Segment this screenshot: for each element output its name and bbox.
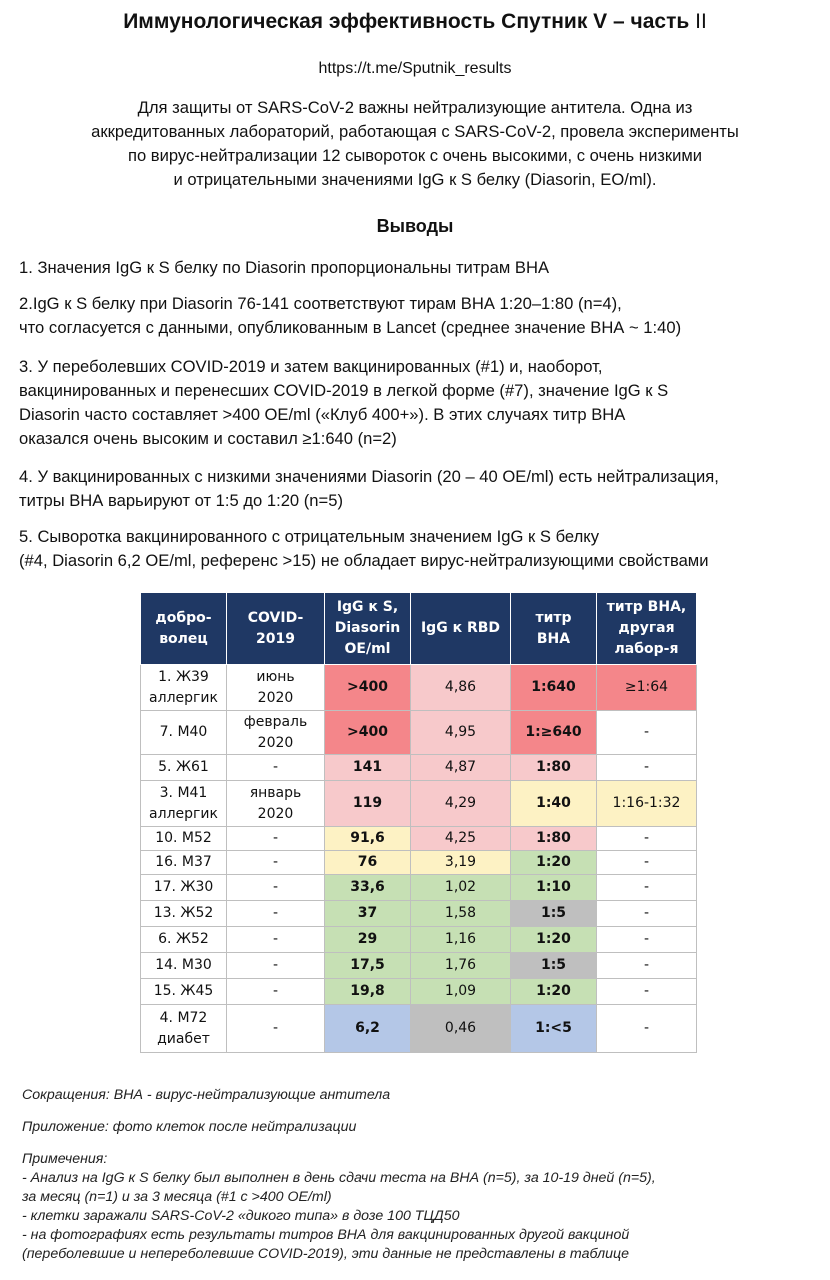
covid-cell-line: июнь (256, 668, 295, 685)
igg-rbd-cell: 4,86 (411, 665, 511, 711)
conclusion-line: титры ВНА варьируют от 1:5 до 1:20 (n=5) (19, 491, 343, 510)
covid-cell (227, 901, 325, 927)
igg-s-cell: 141 (325, 755, 411, 781)
conclusion-line: Diasorin часто составляет >400 OE/ml («Клуб 400+»). В этих случаях титр ВНА (19, 405, 626, 424)
table-row (141, 755, 697, 781)
conclusion-1 (19, 256, 819, 280)
conclusion-3 (19, 355, 819, 451)
covid-cell (227, 875, 325, 901)
volunteer-cell-line: 14. М30 (155, 957, 212, 973)
covid-cell-line: 2020 (257, 805, 294, 822)
header-line: 2019 (256, 630, 295, 647)
igg-rbd-cell: 1,76 (411, 953, 511, 979)
volunteer-cell-line: 1. Ж39 (158, 668, 209, 685)
other-lab-cell: - (597, 901, 697, 927)
other-lab-cell: - (597, 755, 697, 781)
igg-rbd-cell: 4,95 (411, 711, 511, 755)
table-body (141, 665, 697, 1053)
vna-titer-cell: 1:≥640 (511, 711, 597, 755)
notes-heading: Примечения: (22, 1151, 108, 1167)
header-line: ВНА (536, 630, 571, 647)
igg-s-cell: 91,6 (325, 827, 411, 851)
covid-cell-line: - (272, 983, 279, 999)
intro-line: и отрицательными значениями IgG к S белку (Diasorin, EO/ml). (173, 170, 657, 189)
vna-titer-cell: 1:20 (511, 851, 597, 875)
igg-s-cell: 19,8 (325, 979, 411, 1005)
vna-titer-cell: 1:640 (511, 665, 597, 711)
igg-rbd-cell: 0,46 (411, 1005, 511, 1053)
table-row (141, 927, 697, 953)
vna-titer-cell: 1:80 (511, 755, 597, 781)
volunteer-cell (141, 755, 227, 781)
notes-block (22, 1150, 656, 1264)
volunteer-cell-line: 17. Ж30 (153, 879, 214, 895)
conclusion-line: вакцинированных и перенесших COVID-2019 в легкой форме (#7), значение IgG к S (19, 381, 669, 400)
table-row (141, 901, 697, 927)
title-part: II (695, 10, 707, 33)
vna-titer-cell: 1:<5 (511, 1005, 597, 1053)
igg-s-cell: 33,6 (325, 875, 411, 901)
conclusion-line: 2.IgG к S белку при Diasorin 76-141 соответствуют тирам ВНА 1:20–1:80 (n=4), (19, 294, 622, 313)
title-text: Иммунологическая эффективность Спутник V – часть (123, 10, 690, 33)
covid-cell-line: - (272, 957, 279, 973)
abbreviations-note: Сокращения: ВНА - вирус-нейтрализующие антитела (22, 1087, 391, 1103)
appendix-note: Приложение: фото клеток после нейтрализации (22, 1119, 357, 1135)
volunteer-cell (141, 851, 227, 875)
igg-rbd-cell: 4,29 (411, 781, 511, 827)
conclusion-4 (19, 465, 819, 513)
covid-cell-line: - (272, 905, 279, 921)
table-header-cell (511, 593, 597, 665)
igg-rbd-cell: 1,09 (411, 979, 511, 1005)
conclusion-line: 5. Сывороткa вакцинированного с отрицательным значением IgG к S белку (19, 527, 600, 546)
covid-cell (227, 827, 325, 851)
header-line: COVID- (247, 609, 304, 626)
volunteer-cell-line: 5. Ж61 (158, 759, 209, 775)
vna-titer-cell: 1:80 (511, 827, 597, 851)
note-line: - клетки заражали SARS-CoV-2 «дикого типа» в дозе 100 ТЦД50 (22, 1208, 460, 1224)
intro-line: аккредитованных лабораторий, работающая с SARS-CoV-2, провела эксперименты (91, 122, 739, 141)
volunteer-cell-line: 3. М41 (159, 784, 208, 801)
igg-s-cell: 76 (325, 851, 411, 875)
header-line: волец (159, 630, 208, 647)
igg-rbd-cell: 1,58 (411, 901, 511, 927)
table-header-cell (597, 593, 697, 665)
covid-cell (227, 781, 325, 827)
conclusion-line: 4. У вакцинированных с низкими значениями Diasorin (20 – 40 OE/ml) есть нейтрализация, (19, 467, 719, 486)
igg-rbd-cell: 4,87 (411, 755, 511, 781)
other-lab-cell: - (597, 851, 697, 875)
header-line: Diasorin (334, 620, 401, 636)
igg-rbd-cell: 3,19 (411, 851, 511, 875)
volunteer-cell (141, 875, 227, 901)
vna-titer-cell: 1:5 (511, 901, 597, 927)
table-header-cell (411, 593, 511, 665)
table-header (141, 593, 697, 665)
table-row (141, 827, 697, 851)
volunteer-cell-line: 15. Ж45 (153, 983, 214, 999)
igg-s-cell: 37 (325, 901, 411, 927)
intro-paragraph (0, 96, 830, 192)
covid-cell (227, 953, 325, 979)
header-line: добро- (155, 609, 212, 626)
vna-titer-cell: 1:20 (511, 979, 597, 1005)
covid-cell-line: - (272, 854, 279, 870)
igg-rbd-cell: 4,25 (411, 827, 511, 851)
other-lab-cell: - (597, 711, 697, 755)
volunteer-cell-line: аллергик (149, 805, 218, 822)
other-lab-cell: 1:16-1:32 (597, 781, 697, 827)
table-row (141, 953, 697, 979)
volunteer-cell-line: 6. Ж52 (158, 931, 209, 947)
vna-titer-cell: 1:10 (511, 875, 597, 901)
results-table (140, 592, 697, 1053)
igg-rbd-cell: 1,16 (411, 927, 511, 953)
header-line: титр ВНА, (606, 599, 687, 615)
header-line: IgG к RBD (420, 620, 501, 636)
volunteer-cell (141, 827, 227, 851)
other-lab-cell: ≥1:64 (597, 665, 697, 711)
conclusion-line: 1. Значения IgG к S белку по Diasorin пропорциональны титрам ВНА (19, 258, 550, 277)
table-header-cell (227, 593, 325, 665)
page-title (0, 10, 830, 34)
note-line: (переболевшие и непереболевшие COVID-2019), эти данные не представлены в таблице (22, 1246, 630, 1262)
covid-cell (227, 1005, 325, 1053)
table-row (141, 665, 697, 711)
volunteer-cell (141, 953, 227, 979)
header-line: OE/ml (344, 641, 391, 657)
header-line: титр (535, 609, 572, 626)
source-url[interactable]: https://t.me/Sputnik_results (318, 60, 512, 77)
igg-s-cell: >400 (325, 711, 411, 755)
volunteer-cell-line: 16. М37 (155, 854, 212, 870)
note-line: за месяц (n=1) и за 3 месяца (#1 с >400 OE/ml) (22, 1189, 332, 1205)
volunteer-cell (141, 1005, 227, 1053)
conclusion-line: (#4, Diasorin 6,2 OE/ml, референс >15) не обладает вирус-нейтрализующими свойствами (19, 551, 709, 570)
volunteer-cell-line: 4. М72 (159, 1009, 208, 1026)
vna-titer-cell: 1:40 (511, 781, 597, 827)
table-row (141, 711, 697, 755)
covid-cell-line: - (272, 759, 279, 775)
covid-cell-line: - (272, 931, 279, 947)
header-line: лабор-я (614, 641, 679, 657)
covid-cell-line: 2020 (257, 734, 294, 751)
covid-cell (227, 711, 325, 755)
covid-cell-line: февраль (243, 713, 308, 730)
volunteer-cell (141, 711, 227, 755)
volunteer-cell (141, 665, 227, 711)
covid-cell (227, 665, 325, 711)
igg-s-cell: 17,5 (325, 953, 411, 979)
other-lab-cell: - (597, 827, 697, 851)
conclusion-5 (19, 525, 819, 573)
table-header-cell (325, 593, 411, 665)
note-line: - Анализ на IgG к S белку был выполнен в день сдачи теста на ВНА (n=5), за 10-19 дней (n=5), (22, 1170, 656, 1186)
vna-titer-cell: 1:5 (511, 953, 597, 979)
volunteer-cell-line: 7. М40 (159, 724, 208, 740)
other-lab-cell: - (597, 979, 697, 1005)
covid-cell-line: - (272, 1020, 279, 1036)
table-row (141, 851, 697, 875)
table-row (141, 875, 697, 901)
conclusion-2 (19, 292, 819, 340)
intro-line: по вирус-нейтрализации 12 сывороток с очень высокими, с очень низкими (127, 146, 703, 165)
conclusion-line: оказался очень высоким и составил ≥1:640 (n=2) (19, 429, 397, 448)
other-lab-cell: - (597, 875, 697, 901)
volunteer-cell-line: аллергик (149, 689, 218, 706)
volunteer-cell (141, 901, 227, 927)
volunteer-cell-line: диабет (157, 1030, 210, 1047)
table-header-row (141, 593, 697, 665)
other-lab-cell: - (597, 953, 697, 979)
volunteer-cell-line: 10. М52 (155, 830, 212, 846)
covid-cell (227, 979, 325, 1005)
covid-cell-line: 2020 (257, 689, 294, 706)
volunteer-cell (141, 781, 227, 827)
covid-cell-line: - (272, 830, 279, 846)
table-header-cell (141, 593, 227, 665)
conclusions-heading: Выводы (376, 216, 454, 236)
igg-s-cell: 29 (325, 927, 411, 953)
igg-s-cell: >400 (325, 665, 411, 711)
table-row (141, 979, 697, 1005)
volunteer-cell (141, 927, 227, 953)
conclusion-line: 3. У переболевших COVID-2019 и затем вакцинированных (#1) и, наоборот, (19, 357, 603, 376)
covid-cell-line: - (272, 879, 279, 895)
header-line: IgG к S, (336, 599, 399, 615)
covid-cell-line: январь (249, 784, 302, 801)
table-row (141, 781, 697, 827)
igg-s-cell: 119 (325, 781, 411, 827)
covid-cell (227, 927, 325, 953)
volunteer-cell-line: 13. Ж52 (153, 905, 214, 921)
intro-line: Для защиты от SARS-CoV-2 важны нейтрализующие антитела. Одна из (137, 98, 693, 117)
table-row (141, 1005, 697, 1053)
covid-cell (227, 755, 325, 781)
conclusion-line: что согласуется с данными, опубликованным в Lancet (среднее значение ВНА ~ 1:40) (19, 318, 682, 337)
note-line: - на фотографиях есть результаты титров ВНА для вакцинированных другой вакциной (22, 1227, 630, 1243)
other-lab-cell: - (597, 1005, 697, 1053)
covid-cell (227, 851, 325, 875)
igg-s-cell: 6,2 (325, 1005, 411, 1053)
igg-rbd-cell: 1,02 (411, 875, 511, 901)
vna-titer-cell: 1:20 (511, 927, 597, 953)
header-line: другая (618, 620, 675, 636)
volunteer-cell (141, 979, 227, 1005)
other-lab-cell: - (597, 927, 697, 953)
